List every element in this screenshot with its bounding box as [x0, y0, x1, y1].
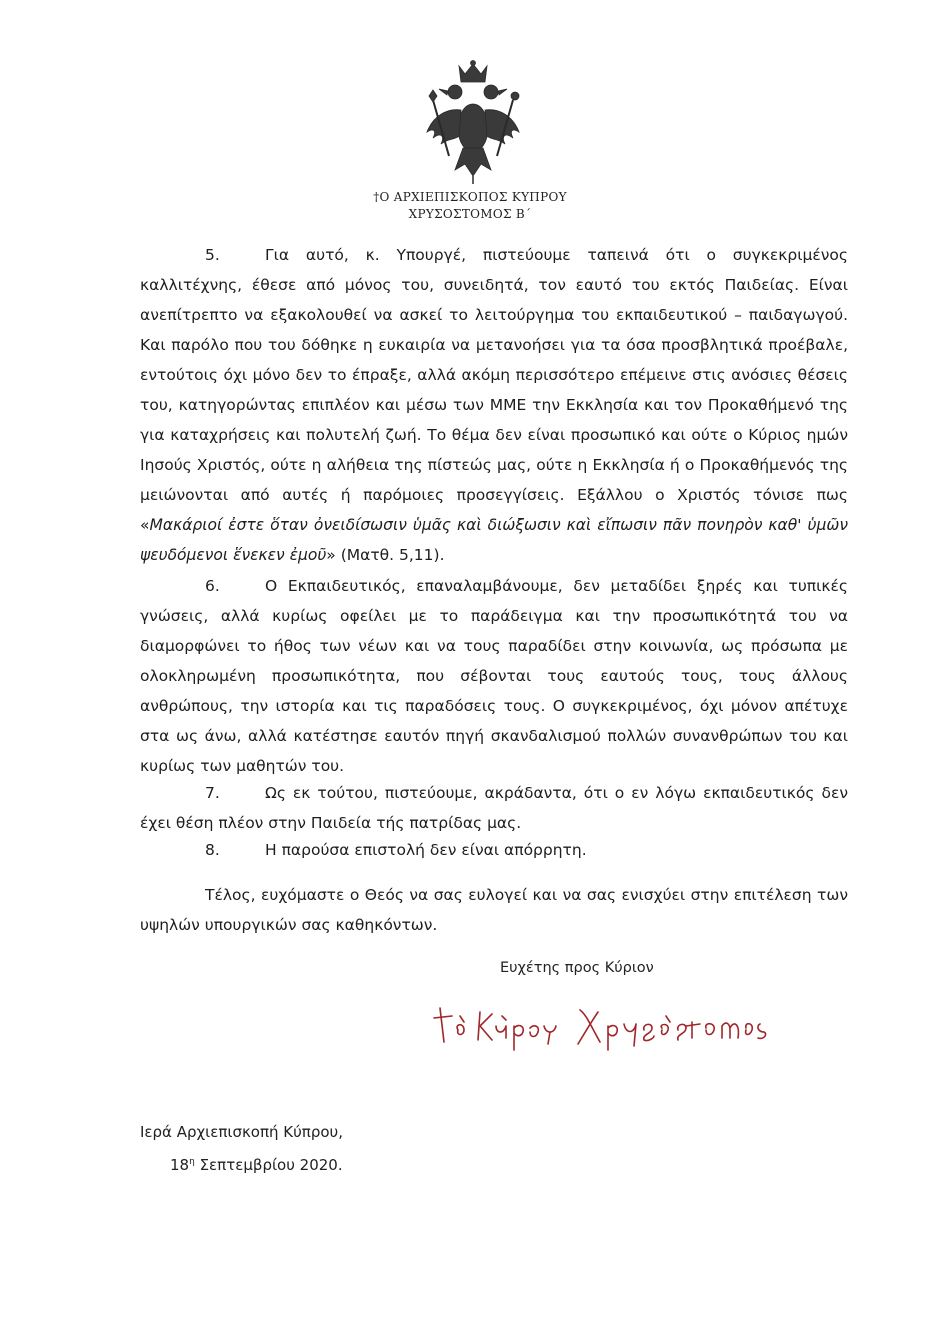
paragraph-7 — [140, 778, 848, 838]
paragraph-number: 8. — [205, 841, 220, 859]
paragraph-number: 5. — [205, 246, 220, 264]
closing-paragraph — [140, 880, 848, 940]
place-line: Ιερά Αρχιεπισκοπή Κύπρου, — [140, 1123, 343, 1141]
scripture-reference: » (Ματθ. 5,11). — [326, 546, 445, 564]
paragraph-text: Για αυτό, κ. Υπουργέ, πιστεύουμε ταπεινά ότι ο συγκεκριμένος καλλιτέχνης, έθεσε από μόνος του, συνειδητά, τον εαυτό του εκτός Παιδείας. Είναι ανεπίτρεπτο να εξακολουθεί να ασκεί το λειτούργημα του εκπαιδευτικού – παιδαγωγού. Και παρόλο που του δόθηκε η ευκαιρία να μετανοήσει για τα όσα προσβλητικά προέβαλε, εντούτοις όχι μόνο δεν το έπραξε, αλλά ακόμη περισσότερο επέμεινε στις ανόσιες θέσεις του, κατηγορώντας επιπλέον και μέσω των ΜΜΕ την Εκκλησία και τον Προκαθήμενό της για καταχρήσεις και πολυτελή ζωή. Το θέμα δεν είναι προσωπικό και ούτε ο Κύριος ημών Ιησούς Χριστός, ούτε η αλήθεια της πίστεώς μας, ούτε η Εκκλησία ή ο Προκαθήμενός της μειώνονται από αυτές ή παρόμοιες προσεγγίσεις. Εξάλλου ο Χριστός τόνισε πως « — [140, 246, 848, 534]
double-headed-eagle-icon — [419, 60, 527, 185]
handwritten-signature — [430, 994, 770, 1054]
paragraph-text: Ο Εκπαιδευτικός, επαναλαμβάνουμε, δεν μεταδίδει ξηρές και τυπικές γνώσεις, αλλά κυρίως οφείλει με το παράδειγμα και την προσωπικότητά του να διαμορφώνει το ήθος των νέων και να τους παραδίδει στην κοινωνία, ως πρόσωπα με ολοκληρωμένη προσωπικότητα, που σέβονται τους εαυτούς τους, τους άλλους ανθρώπους, την ιστορία και τις παραδόσεις τους. Ο συγκεκριμένος, όχι μόνον απέτυχε στα ως άνω, αλλά κατέστησε εαυτόν πηγή σκανδαλισμού πολλών συνανθρώπων του και κυρίως των μαθητών του. — [140, 577, 848, 775]
greeting: Ευχέτης προς Κύριον — [500, 960, 654, 976]
paragraph-5 — [140, 240, 848, 570]
header-subtitle: ΧΡΥΣΟΣΤΟΜΟΣ Β΄ — [408, 207, 532, 221]
paragraph-8 — [140, 835, 848, 865]
header-title: †Ο ΑΡΧΙΕΠΙΣΚΟΠΟΣ ΚΥΠΡΟΥ — [373, 190, 567, 204]
paragraph-number: 6. — [205, 577, 220, 595]
date-day: 18 — [170, 1156, 190, 1174]
paragraph-text: Η παρούσα επιστολή δεν είναι απόρρητη. — [265, 841, 587, 859]
closing-text: Τέλος, ευχόμαστε ο Θεός να σας ευλογεί και να σας ενισχύει στην επιτέλεση των υψηλών υπουργικών σας καθηκόντων. — [140, 886, 848, 934]
date-line — [140, 1147, 343, 1180]
date-suffix: η — [189, 1157, 195, 1167]
date-rest: Σεπτεμβρίου 2020. — [194, 1156, 343, 1174]
paragraph-6 — [140, 571, 848, 781]
paragraph-number: 7. — [205, 784, 220, 802]
place-and-date — [140, 1117, 343, 1180]
paragraph-text: Ως εκ τούτου, πιστεύουμε, ακράδαντα, ότι ο εν λόγω εκπαιδευτικός δεν έχει θέση πλέον στην Παιδεία τής πατρίδας μας. — [140, 784, 848, 832]
scripture-quote: Μακάριοί ἐστε ὅταν ὀνειδίσωσιν ὑμᾶς καὶ διώξωσιν καὶ εἴπωσιν πᾶν πονηρὸν καθ' ὑμῶν ψευδόμενοι ἕνεκεν ἐμοῦ — [140, 516, 848, 564]
